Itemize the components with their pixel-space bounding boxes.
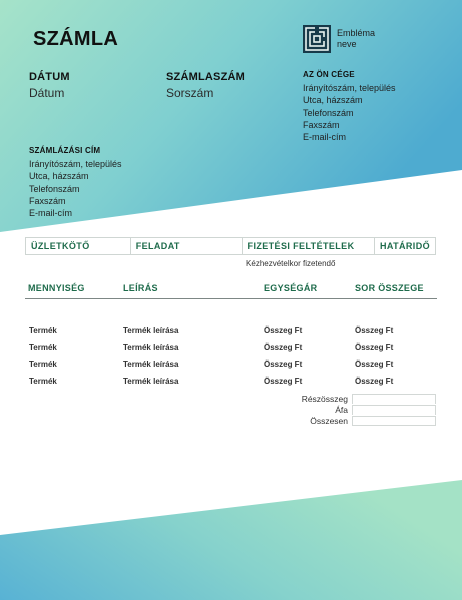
item-description[interactable]: Termék leírása [123,343,179,352]
item-quantity[interactable]: Termék [29,326,57,335]
items-header-unit-price: EGYSÉGÁR [264,283,318,293]
company-line[interactable]: Faxszám [303,119,340,130]
billing-line[interactable]: Faxszám [29,195,66,206]
terms-table [25,237,436,268]
logo-name-line2: neve [337,39,357,49]
total-field[interactable] [352,416,436,426]
total-row [302,415,436,426]
item-description[interactable]: Termék leírása [123,326,179,335]
date-label: DÁTUM [29,71,70,83]
item-description[interactable]: Termék leírása [123,377,179,386]
subtotal-field[interactable] [352,394,436,404]
billing-line[interactable]: Utca, házszám [29,171,89,182]
invoice-title: SZÁMLA [33,28,119,50]
terms-header-job: FELADAT [130,238,242,255]
billing-label: SZÁMLÁZÁSI CÍM [29,146,101,155]
company-line[interactable]: Utca, házszám [303,95,363,106]
maze-square-icon [303,25,331,53]
item-line-total[interactable]: Összeg Ft [355,343,394,352]
table-row [0,360,462,374]
item-line-total[interactable]: Összeg Ft [355,326,394,335]
billing-line[interactable]: E-mail-cím [29,208,72,219]
item-unit-price[interactable]: Összeg Ft [264,360,303,369]
item-quantity[interactable]: Termék [29,360,57,369]
total-label: Összesen [310,415,348,426]
item-description[interactable]: Termék leírása [123,360,179,369]
logo-placeholder[interactable] [303,25,375,53]
billing-line[interactable]: Irányítószám, település [29,159,122,169]
item-unit-price[interactable]: Összeg Ft [264,326,303,335]
totals-block [302,393,436,426]
item-quantity[interactable]: Termék [29,377,57,386]
items-header [25,283,437,299]
invoice-number-label: SZÁMLASZÁM [166,71,245,83]
items-header-quantity: MENNYISÉG [28,283,85,293]
item-unit-price[interactable]: Összeg Ft [264,343,303,352]
tax-field[interactable] [352,405,436,415]
company-line[interactable]: Telefonszám [303,107,354,118]
invoice-number-block [166,71,245,100]
tax-label: Áfa [335,404,348,415]
item-line-total[interactable]: Összeg Ft [355,377,394,386]
subtotal-row [302,393,436,404]
item-line-total[interactable]: Összeg Ft [355,360,394,369]
company-address [303,70,396,143]
company-line[interactable]: Irányítószám, település [303,83,396,93]
items-header-description: LEÍRÁS [123,283,158,293]
items-header-line-total: SOR ÖSSZEGE [355,283,424,293]
terms-header-payment-terms: FIZETÉSI FELTÉTELEK [242,238,374,255]
invoice-number-value[interactable]: Sorszám [166,86,214,100]
date-value[interactable]: Dátum [29,86,65,100]
logo-name-line1: Embléma [337,28,376,38]
item-unit-price[interactable]: Összeg Ft [264,377,303,386]
billing-line[interactable]: Telefonszám [29,183,80,194]
company-label: AZ ÖN CÉGE [303,70,355,79]
terms-salesperson-value[interactable] [26,255,131,269]
terms-job-value[interactable] [130,255,242,269]
terms-header-salesperson: ÜZLETKÖTŐ [26,238,131,255]
table-row [0,326,462,340]
terms-header-due-date: HATÁRIDŐ [374,238,435,255]
date-block [29,71,70,100]
item-quantity[interactable]: Termék [29,343,57,352]
terms-payment-terms-value[interactable]: Kézhezvételkor fizetendő [246,259,336,268]
terms-due-date-value[interactable] [374,255,435,269]
subtotal-label: Részösszeg [301,393,348,404]
billing-address [29,146,122,219]
table-row [0,343,462,357]
table-row [0,377,462,391]
tax-row [302,404,436,415]
company-line[interactable]: E-mail-cím [303,132,346,143]
